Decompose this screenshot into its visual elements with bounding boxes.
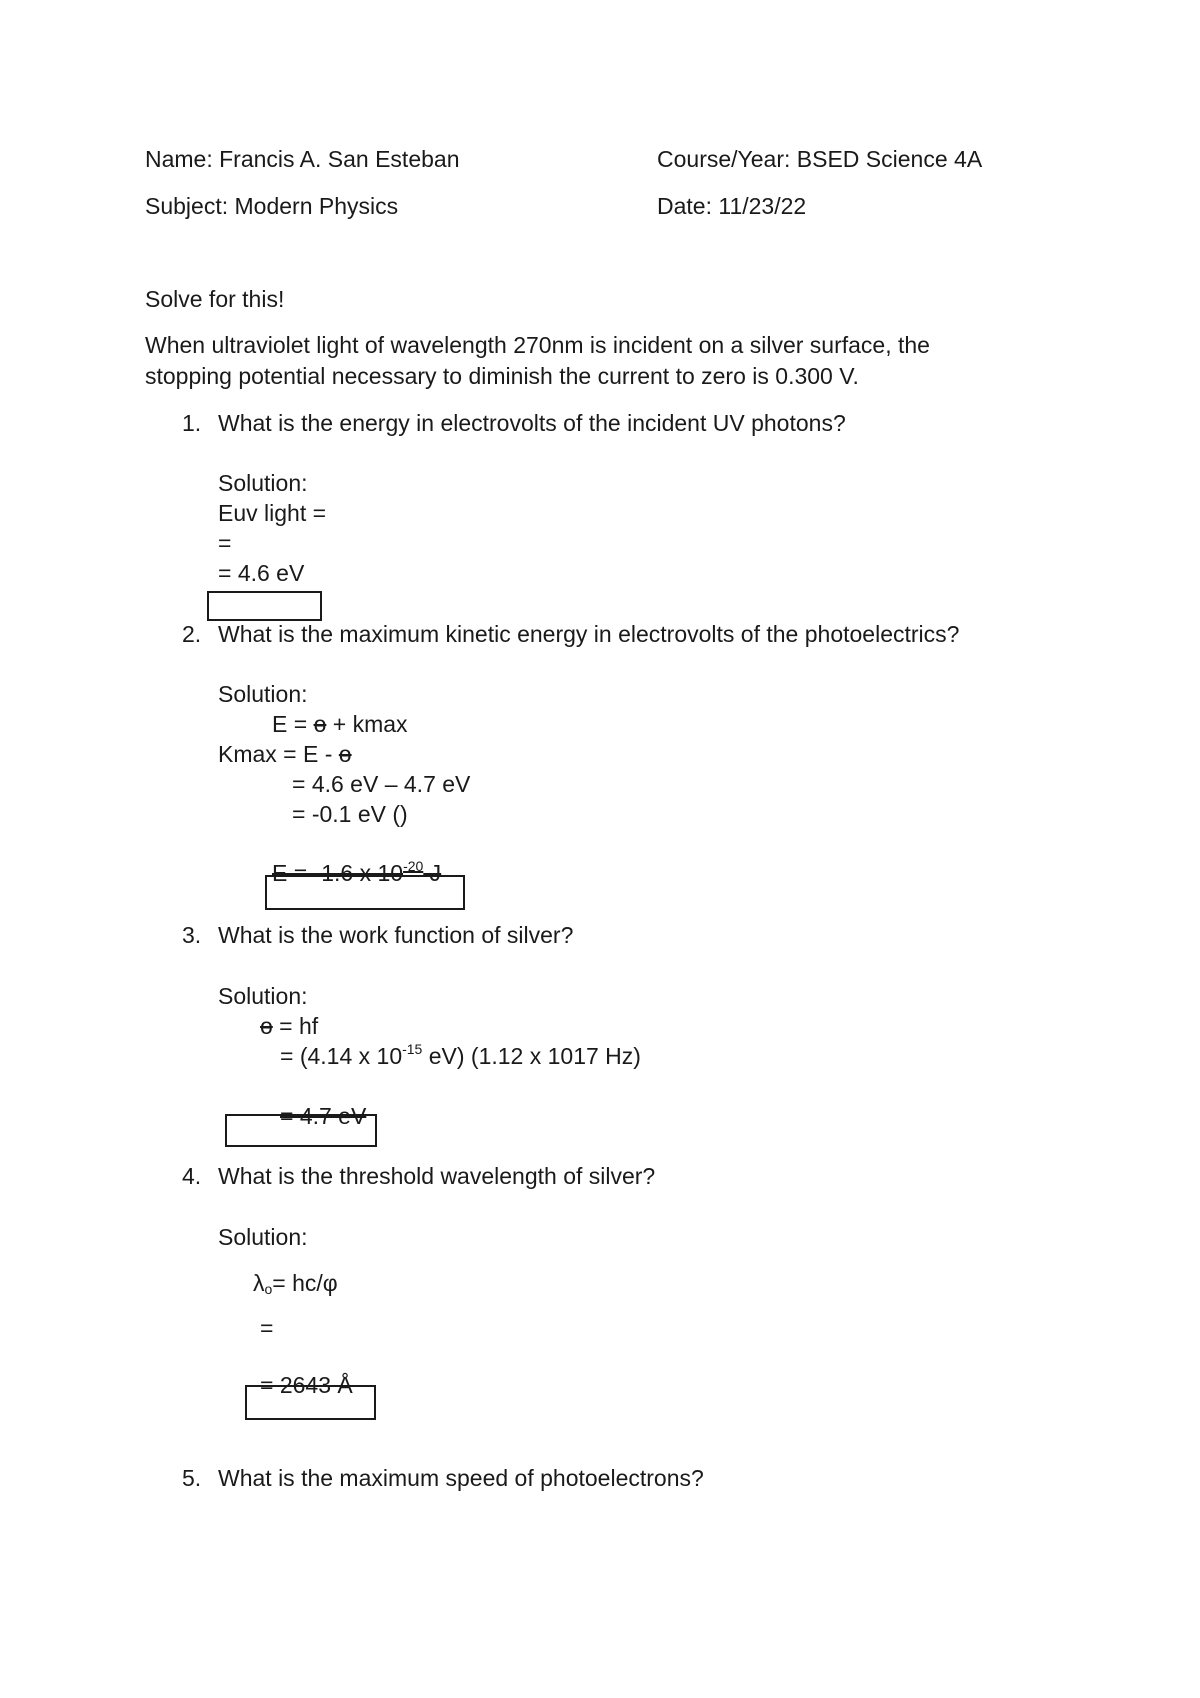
solution-label: Solution: [218,1224,308,1250]
question-number: 5. [182,1465,202,1491]
answer-box [245,1385,376,1420]
q2-line-4: = -0.1 eV () [292,801,408,827]
question-4-text: What is the threshold wavelength of silver? [218,1163,656,1189]
phi-symbol: ɵ [338,741,352,767]
answer-box [265,875,465,910]
question-number: 3. [182,922,202,948]
solution-label: Solution: [218,470,308,496]
question-2-text: What is the maximum kinetic energy in electrovolts of the photoelectrics? [218,621,960,647]
problem-statement-line-1: When ultraviolet light of wavelength 270nm is incident on a silver surface, the [145,332,930,358]
q3-answer: = 4.7 eV [280,1103,367,1129]
q2-line-2: Kmax = E - ɵ [218,741,352,767]
date: Date: 11/23/22 [657,193,807,219]
intro-heading: Solve for this! [145,286,285,312]
solution-label: Solution: [218,681,308,707]
q1-line-1: Euv light = [218,500,327,526]
q2-answer: E = -1.6 x $10^{-20}$ J [272,858,442,886]
question-number: 4. [182,1163,202,1189]
q4-line-2: = [260,1315,274,1341]
question-number: 1. [182,410,202,436]
q1-answer: = 4.6 eV [218,560,305,586]
answer-box [207,591,322,621]
question-5-text: What is the maximum speed of photoelectrons? [218,1465,704,1491]
question-1-text: What is the energy in electrovolts of the incident UV photons? [218,410,846,436]
q2-line-3: = 4.6 eV – 4.7 eV [292,771,471,797]
subject: Subject: Modern Physics [145,193,399,219]
q3-line-2: = (4.14 x $10^{-15}$ eV) (1.12 x 1017 Hz) [280,1041,641,1069]
problem-statement-line-2: stopping potential necessary to diminish the current to zero is 0.300 V. [145,363,859,389]
answer-box [225,1114,377,1147]
q3-line-1: ɵ = hf [260,1013,319,1039]
q4-line-1: λo= hc/φ [253,1270,338,1297]
q4-answer: = 2643 Å [260,1372,353,1398]
question-3-text: What is the work function of silver? [218,922,574,948]
question-number: 2. [182,621,202,647]
q2-line-1: E = ɵ + kmax [272,711,408,737]
student-name: Name: Francis A. San Esteban [145,146,460,172]
phi-symbol: ɵ [260,1013,273,1039]
solution-label: Solution: [218,983,308,1009]
course-year: Course/Year: BSED Science 4A [657,146,983,172]
phi-symbol: ɵ [313,711,327,737]
q1-line-2: = [218,530,232,556]
